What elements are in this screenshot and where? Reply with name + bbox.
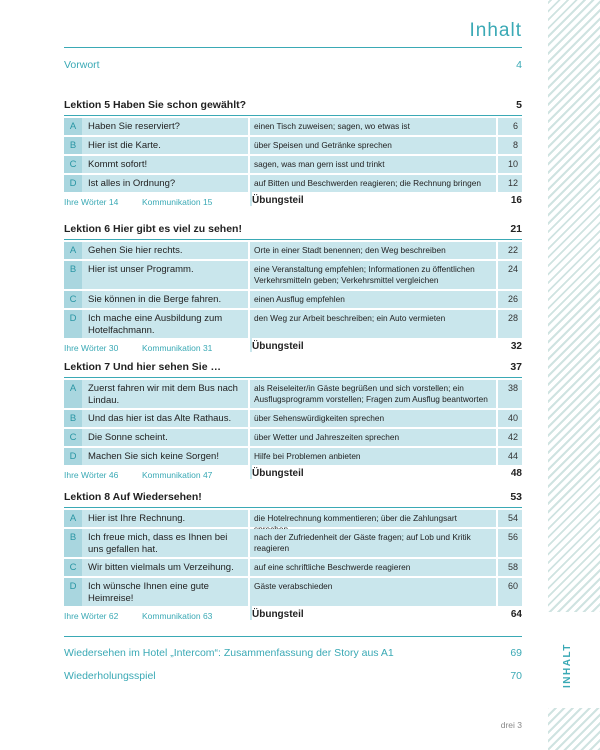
lesson-section [64,491,522,622]
unit-page: 60 [507,581,518,591]
column-separator [248,137,250,154]
lesson-divider [64,115,522,116]
unit-description: nach der Zufriedenheit der Gäste fragen; auf Lob und Kritik reagieren [254,532,471,553]
unit-row[interactable] [64,175,522,192]
unit-letter: D [64,448,82,465]
unit-row[interactable] [64,429,522,446]
exercise-link[interactable]: Übungsteil [252,341,304,352]
column-separator [248,578,250,606]
column-separator [248,448,250,465]
unit-description: einen Ausflug empfehlen [254,294,345,304]
unit-description: sagen, was man gern isst und trinkt [254,159,385,169]
unit-description: einen Tisch zuweisen; sagen, wo etwas ist [254,121,410,131]
exercise-link[interactable]: Übungsteil [252,468,304,479]
lesson-title: Lektion 8 Auf Wiedersehen! [64,491,202,503]
unit-letter: D [64,175,82,192]
lesson-title: Lektion 5 Haben Sie schon gewählt? [64,99,247,111]
unit-title: Ich wünsche Ihnen eine gute Heimreise! [88,581,209,604]
unit-description: als Reiseleiter/in Gäste begrüßen und sich vorstellen; ein Ausflugsprogramm vorstellen; Fragen zum Ausflug beantworten [254,383,488,404]
unit-row[interactable] [64,242,522,259]
unit-title: Hier ist die Karte. [88,140,161,151]
unit-page: 10 [507,159,518,169]
unit-letter: C [64,156,82,173]
unit-row[interactable] [64,291,522,308]
lesson-title: Lektion 6 Hier gibt es viel zu sehen! [64,223,242,235]
bottom-divider [64,636,522,637]
communication-link[interactable]: Kommunikation 63 [142,611,213,621]
toc-entry-page: 4 [516,59,522,71]
side-tab [562,628,580,688]
unit-title: Ist alles in Ordnung? [88,178,176,189]
exercise-page: 32 [510,341,522,352]
unit-row[interactable] [64,578,522,606]
lesson-page: 5 [516,99,522,111]
unit-description: den Weg zur Arbeit beschreiben; ein Auto vermieten [254,313,446,323]
column-separator [496,559,498,576]
column-separator [496,137,498,154]
toc-entry-label: Wiederholungsspiel [64,670,156,682]
column-separator [248,410,250,427]
unit-description: Gäste verabschieden [254,581,333,591]
column-separator [248,310,250,338]
unit-page: 38 [507,383,518,393]
lesson-heading[interactable] [64,99,522,115]
toc-entry-story-summary[interactable] [64,647,522,659]
unit-row[interactable] [64,529,522,557]
column-separator [496,429,498,446]
unit-row[interactable] [64,380,522,408]
lesson-section [64,99,522,208]
unit-page: 26 [507,294,518,304]
unit-description: auf eine schriftliche Beschwerde reagieren [254,562,411,572]
words-link[interactable]: Ihre Wörter 46 [64,470,119,480]
lesson-heading[interactable] [64,223,522,239]
unit-description: über Speisen und Getränke sprechen [254,140,392,150]
toc-entry-vorwort[interactable] [64,59,522,71]
column-separator [496,310,498,338]
lesson-section [64,223,522,354]
unit-page: 54 [507,513,518,523]
unit-row[interactable] [64,156,522,173]
unit-page: 8 [512,140,518,150]
side-tab-label: INHALT [562,643,573,688]
exercise-page: 16 [510,195,522,206]
unit-page: 28 [507,313,518,323]
lesson-footer [64,467,522,481]
unit-letter: D [64,578,82,606]
column-separator [248,175,250,192]
unit-letter: A [64,380,82,408]
unit-page: 42 [507,432,518,442]
exercise-page: 64 [510,609,522,620]
words-link[interactable]: Ihre Wörter 30 [64,343,119,353]
unit-title: Kommt sofort! [88,159,148,170]
unit-description: über Sehenswürdigkeiten sprechen [254,413,385,423]
unit-letter: C [64,291,82,308]
toc-entry-label: Wiedersehen im Hotel „Intercom“: Zusammenfassung der Story aus A1 [64,647,394,659]
unit-letter: A [64,510,82,527]
unit-letter: C [64,559,82,576]
unit-title: Die Sonne scheint. [88,432,168,443]
column-separator [496,175,498,192]
lesson-divider [64,239,522,240]
lesson-divider [64,507,522,508]
unit-page: 24 [507,264,518,274]
unit-letter: C [64,429,82,446]
unit-page: 22 [507,245,518,255]
lesson-section [64,361,522,481]
column-separator [248,529,250,557]
page-number-footer: drei 3 [500,720,522,730]
unit-page: 40 [507,413,518,423]
lesson-page: 53 [510,491,522,503]
lesson-title: Lektion 7 Und hier sehen Sie … [64,361,221,373]
words-link[interactable]: Ihre Wörter 14 [64,197,119,207]
unit-title: Hier ist unser Programm. [88,264,194,275]
unit-letter: A [64,242,82,259]
column-separator [496,529,498,557]
unit-page: 12 [507,178,518,188]
unit-letter: B [64,410,82,427]
unit-letter: B [64,137,82,154]
column-separator [248,242,250,259]
unit-letter: B [64,261,82,289]
unit-row[interactable] [64,310,522,338]
exercise-link[interactable]: Übungsteil [252,195,304,206]
unit-title: Machen Sie sich keine Sorgen! [88,451,219,462]
column-separator [248,380,250,408]
words-link[interactable]: Ihre Wörter 62 [64,611,119,621]
unit-title: Wir bitten vielmals um Verzeihung. [88,562,234,573]
lesson-divider [64,377,522,378]
unit-description: die Hotelrechnung kommentieren; über die Zahlungsart [254,513,457,523]
unit-page: 6 [512,121,518,131]
unit-row[interactable] [64,559,522,576]
communication-link[interactable]: Kommunikation 31 [142,343,213,353]
column-separator [496,510,498,527]
unit-title: Hier ist Ihre Rechnung. [88,513,186,524]
unit-page: 58 [507,562,518,572]
column-separator [248,559,250,576]
lesson-heading[interactable] [64,491,522,507]
unit-letter: D [64,310,82,338]
unit-row[interactable] [64,510,522,527]
column-separator [496,410,498,427]
column-separator [496,118,498,135]
unit-letter: A [64,118,82,135]
exercise-link[interactable]: Übungsteil [252,609,304,620]
toc-entry-review-game[interactable] [64,670,522,682]
unit-row[interactable] [64,261,522,289]
unit-row[interactable] [64,410,522,427]
unit-title: Und das hier ist das Alte Rathaus. [88,413,232,424]
column-separator [496,578,498,606]
unit-title: Gehen Sie hier rechts. [88,245,183,256]
unit-title: Haben Sie reserviert? [88,121,180,132]
lesson-footer [64,194,522,208]
communication-link[interactable]: Kommunikation 15 [142,197,213,207]
column-separator [248,261,250,289]
unit-row[interactable] [64,118,522,135]
unit-description: auf Bitten und Beschwerden reagieren; die Rechnung bringen [254,178,481,188]
communication-link[interactable]: Kommunikation 47 [142,470,213,480]
unit-title: Zuerst fahren wir mit dem Bus nach Lindau. [88,383,238,406]
title-divider [64,47,522,48]
lesson-footer [64,340,522,354]
unit-description: Hilfe bei Problemen anbieten [254,451,361,461]
column-separator [248,291,250,308]
column-separator [496,156,498,173]
unit-letter: B [64,529,82,557]
column-separator [496,291,498,308]
unit-description: Orte in einer Stadt benennen; den Weg beschreiben [254,245,446,255]
unit-title: Ich mache eine Ausbildung zum Hotelfachmann. [88,313,223,336]
column-separator [496,261,498,289]
unit-page: 56 [507,532,518,542]
column-separator [248,118,250,135]
unit-page: 44 [507,451,518,461]
column-separator [496,380,498,408]
unit-description: über Wetter und Jahreszeiten sprechen [254,432,400,442]
unit-row[interactable] [64,448,522,465]
unit-row[interactable] [64,137,522,154]
column-separator [248,156,250,173]
exercise-page: 48 [510,468,522,479]
lesson-heading[interactable] [64,361,522,377]
column-separator [248,429,250,446]
lesson-footer [64,608,522,622]
unit-title: Sie können in die Berge fahren. [88,294,222,305]
unit-title: Ich freue mich, dass es Ihnen bei uns gefallen hat. [88,532,228,555]
unit-description: eine Veranstaltung empfehlen; Informationen zu öffentlichen Verkehrsmitteln geben; Verkehrsmittel vergleichen [254,264,475,285]
page-title: Inhalt [469,20,522,41]
lesson-page: 37 [510,361,522,373]
toc-entry-label: Vorwort [64,59,100,71]
column-separator [496,242,498,259]
lesson-page: 21 [510,223,522,235]
toc-entry-page: 70 [510,670,522,682]
toc-entry-page: 69 [510,647,522,659]
column-separator [496,448,498,465]
column-separator [248,510,250,527]
